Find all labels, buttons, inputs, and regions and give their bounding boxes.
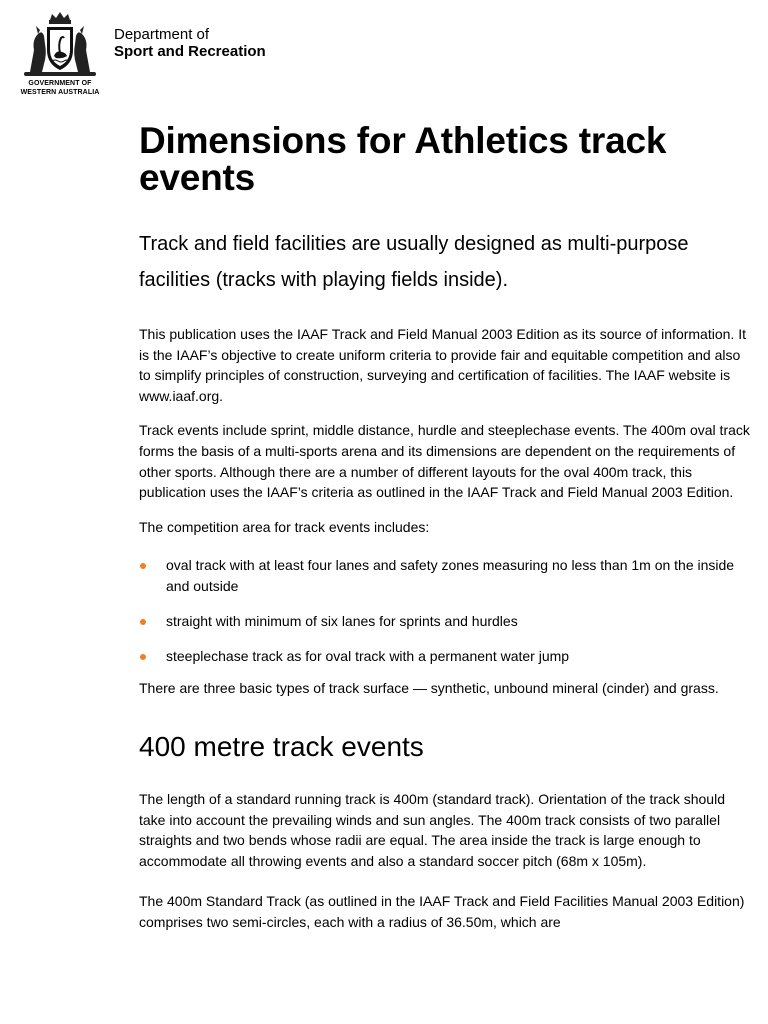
- competition-area-list: [139, 555, 755, 667]
- list-item: [139, 646, 755, 667]
- bullet-icon: [140, 619, 146, 625]
- bullet-icon: [140, 654, 146, 660]
- document-body: [139, 122, 755, 933]
- page-title: Dimensions for Athletics track events: [139, 120, 667, 198]
- paragraph-surface-types: There are three basic types of track surface — synthetic, unbound mineral (cinder) and grass.: [139, 680, 719, 697]
- list-item: [139, 611, 755, 632]
- lead-paragraph: Track and field facilities are usually designed as multi-purpose facilities (tracks with playing fields inside).: [139, 233, 689, 291]
- paragraph-standard-track: The length of a standard running track is 400m (standard track). Orientation of the track should take into account the prevailing winds and sun angles. The 400m track consists of two parallel straights and two bends whose radii are equal. The area inside the track is large enough to accommodate all throwing events and also a standard soccer pitch (68m x 105m).: [139, 790, 725, 869]
- dept-line-2: Sport and Recreation: [114, 43, 266, 60]
- list-item-text: steeplechase track as for oval track with a permanent water jump: [166, 648, 570, 665]
- list-item-text: straight with minimum of six lanes for sprints and hurdles: [166, 613, 518, 630]
- dept-line-1: Department of: [114, 26, 210, 43]
- list-item-text: oval track with at least four lanes and safety zones measuring no less than 1m on the inside and outside: [166, 557, 735, 595]
- paragraph-source: This publication uses the IAAF Track and Field Manual 2003 Edition as its source of information. It is the IAAF’s objective to create uniform criteria to provide fair and equitable competition and also to simplify principles of construction, surveying and certification of facilities. The IAAF website is www.iaaf.org.: [139, 326, 746, 404]
- bullet-icon: [140, 563, 146, 569]
- department-name: [114, 26, 266, 60]
- gov-line-2: WESTERN AUSTRALIA: [20, 88, 100, 96]
- paragraph-standard-track-geometry: The 400m Standard Track (as outlined in the IAAF Track and Field Facilities Manual 2003 Edition) comprises two semi-circles, each with a radius of 36.50m, which are: [139, 893, 745, 930]
- government-label: [14, 80, 106, 97]
- gov-line-1: GOVERNMENT OF: [28, 80, 92, 87]
- paragraph-track-events: Track events include sprint, middle distance, hurdle and steeplechase events. The 400m oval track forms the basis of a multi-sports arena and its dimensions are dependent on the requirements of other sports. Although there are a number of different layouts for the oval 400m track, this publication uses the IAAF’s criteria as outlined in the IAAF Track and Field Manual 2003 Edition.: [139, 422, 750, 501]
- section-heading: 400 metre track events: [139, 730, 424, 762]
- list-item: [139, 555, 755, 597]
- paragraph-competition-area: The competition area for track events includes:: [139, 518, 430, 535]
